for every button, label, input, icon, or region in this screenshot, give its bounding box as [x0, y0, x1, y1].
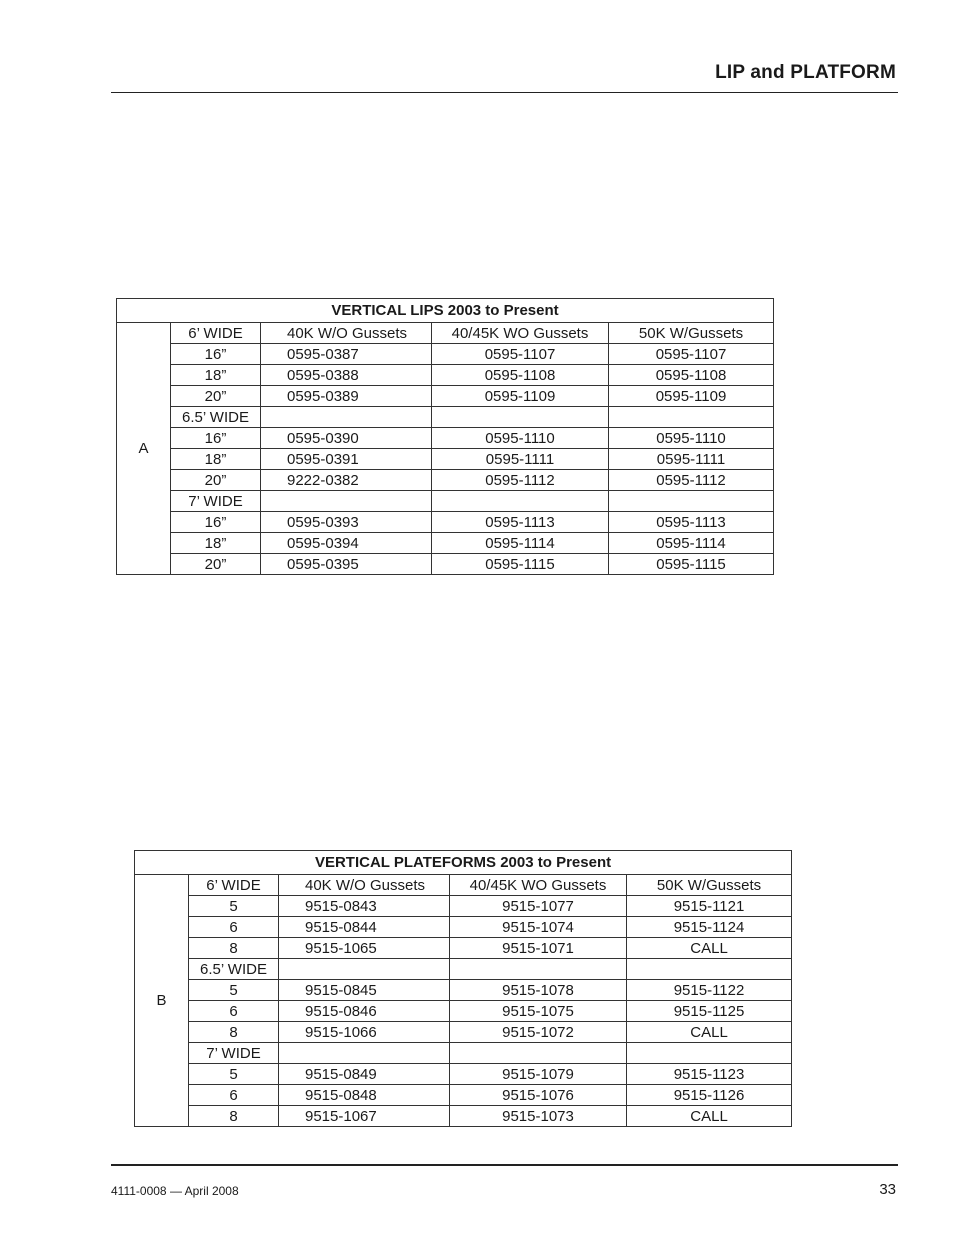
- part-number-cell: 9515-1073: [450, 1106, 627, 1127]
- size-cell: 5: [189, 1064, 279, 1085]
- size-cell: 6.5’ WIDE: [171, 407, 261, 428]
- part-number-cell: 40/45K WO Gussets: [450, 875, 627, 896]
- size-cell: 18”: [171, 365, 261, 386]
- vertical-lips-table: [116, 298, 774, 575]
- part-number-cell: [432, 407, 609, 428]
- table-row: [117, 365, 774, 386]
- part-number-cell: 0595-0394: [261, 533, 432, 554]
- size-cell: 5: [189, 980, 279, 1001]
- part-number-cell: [261, 491, 432, 512]
- size-cell: 20”: [171, 554, 261, 575]
- part-number-cell: 0595-1113: [609, 512, 774, 533]
- part-number-cell: 0595-0389: [261, 386, 432, 407]
- part-number-cell: 9515-0849: [279, 1064, 450, 1085]
- part-number-cell: 0595-1112: [609, 470, 774, 491]
- part-number-cell: 9515-1067: [279, 1106, 450, 1127]
- part-number-cell: 0595-1107: [609, 344, 774, 365]
- size-cell: 16”: [171, 344, 261, 365]
- part-number-cell: 0595-1115: [432, 554, 609, 575]
- page-number: 33: [879, 1181, 896, 1198]
- part-number-cell: 0595-1113: [432, 512, 609, 533]
- part-number-cell: CALL: [627, 938, 792, 959]
- part-number-cell: [279, 959, 450, 980]
- part-number-cell: 9515-1078: [450, 980, 627, 1001]
- part-number-cell: 9515-0845: [279, 980, 450, 1001]
- part-number-cell: 9515-1122: [627, 980, 792, 1001]
- part-number-cell: 0595-1108: [432, 365, 609, 386]
- table-row: [117, 386, 774, 407]
- size-cell: 6’ WIDE: [171, 323, 261, 344]
- part-number-cell: 9515-0848: [279, 1085, 450, 1106]
- part-number-cell: 0595-1111: [609, 449, 774, 470]
- part-number-cell: 0595-0390: [261, 428, 432, 449]
- part-number-cell: 0595-0391: [261, 449, 432, 470]
- part-number-cell: 9515-1125: [627, 1001, 792, 1022]
- table-row: [117, 491, 774, 512]
- size-cell: 18”: [171, 533, 261, 554]
- part-number-cell: [279, 1043, 450, 1064]
- part-number-cell: 9515-1121: [627, 896, 792, 917]
- table-row: [117, 407, 774, 428]
- table-row: [117, 449, 774, 470]
- part-number-cell: [627, 959, 792, 980]
- part-number-cell: [450, 1043, 627, 1064]
- part-number-cell: 9515-1077: [450, 896, 627, 917]
- part-number-cell: 9515-0846: [279, 1001, 450, 1022]
- size-cell: 16”: [171, 512, 261, 533]
- table-row: [135, 980, 792, 1001]
- size-cell: 20”: [171, 386, 261, 407]
- part-number-cell: [609, 491, 774, 512]
- table-row: [117, 428, 774, 449]
- part-number-cell: [261, 407, 432, 428]
- part-number-cell: 0595-0393: [261, 512, 432, 533]
- size-cell: 6: [189, 1001, 279, 1022]
- part-number-cell: 0595-0395: [261, 554, 432, 575]
- table-row: [135, 1001, 792, 1022]
- footer-rule: [111, 1164, 898, 1166]
- part-number-cell: 9515-1072: [450, 1022, 627, 1043]
- table-title: VERTICAL LIPS 2003 to Present: [117, 299, 774, 323]
- part-number-cell: 0595-1108: [609, 365, 774, 386]
- table-row: [135, 959, 792, 980]
- part-number-cell: 0595-0388: [261, 365, 432, 386]
- size-cell: 6: [189, 917, 279, 938]
- size-cell: 18”: [171, 449, 261, 470]
- part-number-cell: [627, 1043, 792, 1064]
- part-number-cell: [609, 407, 774, 428]
- size-cell: 6.5’ WIDE: [189, 959, 279, 980]
- part-number-cell: 9515-1124: [627, 917, 792, 938]
- vertical-lips-table-body: [117, 299, 774, 575]
- size-cell: 6: [189, 1085, 279, 1106]
- size-cell: 20”: [171, 470, 261, 491]
- document-id: 4111-0008 — April 2008: [111, 1184, 239, 1198]
- size-cell: 8: [189, 938, 279, 959]
- part-number-cell: 50K W/Gussets: [627, 875, 792, 896]
- part-number-cell: CALL: [627, 1106, 792, 1127]
- part-number-cell: 9515-1126: [627, 1085, 792, 1106]
- part-number-cell: 9515-1123: [627, 1064, 792, 1085]
- part-number-cell: [450, 959, 627, 980]
- part-number-cell: 0595-1114: [609, 533, 774, 554]
- part-number-cell: 9515-1065: [279, 938, 450, 959]
- table-row: [117, 323, 774, 344]
- table-row: [135, 1106, 792, 1127]
- size-cell: 8: [189, 1106, 279, 1127]
- part-number-cell: 0595-1114: [432, 533, 609, 554]
- page-title: LIP and PLATFORM: [715, 62, 896, 83]
- vertical-platforms-table-body: [135, 851, 792, 1127]
- part-number-cell: 0595-1109: [609, 386, 774, 407]
- part-number-cell: 9515-1074: [450, 917, 627, 938]
- part-number-cell: 9515-1075: [450, 1001, 627, 1022]
- part-number-cell: 0595-1115: [609, 554, 774, 575]
- table-row: [135, 1064, 792, 1085]
- size-cell: 7’ WIDE: [189, 1043, 279, 1064]
- part-number-cell: 40K W/O Gussets: [261, 323, 432, 344]
- part-number-cell: 40K W/O Gussets: [279, 875, 450, 896]
- part-number-cell: 40/45K WO Gussets: [432, 323, 609, 344]
- part-number-cell: 9515-1071: [450, 938, 627, 959]
- table-row: [117, 512, 774, 533]
- table-row: [117, 344, 774, 365]
- part-number-cell: 0595-1107: [432, 344, 609, 365]
- part-number-cell: 9222-0382: [261, 470, 432, 491]
- part-number-cell: 0595-1112: [432, 470, 609, 491]
- table-row: [117, 470, 774, 491]
- table-row: [117, 533, 774, 554]
- size-cell: 6’ WIDE: [189, 875, 279, 896]
- part-number-cell: 9515-1066: [279, 1022, 450, 1043]
- header-rule: [111, 92, 898, 93]
- part-number-cell: 0595-0387: [261, 344, 432, 365]
- table-row: [135, 1043, 792, 1064]
- table-row: [135, 875, 792, 896]
- table-row: [135, 1085, 792, 1106]
- table-title-row: [135, 851, 792, 875]
- size-cell: 8: [189, 1022, 279, 1043]
- part-number-cell: 0595-1109: [432, 386, 609, 407]
- part-number-cell: 9515-0844: [279, 917, 450, 938]
- part-number-cell: 0595-1111: [432, 449, 609, 470]
- table-title: VERTICAL PLATEFORMS 2003 to Present: [135, 851, 792, 875]
- group-label: A: [117, 323, 171, 575]
- part-number-cell: 0595-1110: [609, 428, 774, 449]
- part-number-cell: 0595-1110: [432, 428, 609, 449]
- part-number-cell: 9515-0843: [279, 896, 450, 917]
- table-row: [135, 1022, 792, 1043]
- table-row: [135, 896, 792, 917]
- size-cell: 7’ WIDE: [171, 491, 261, 512]
- part-number-cell: 50K W/Gussets: [609, 323, 774, 344]
- group-label: B: [135, 875, 189, 1127]
- table-title-row: [117, 299, 774, 323]
- size-cell: 5: [189, 896, 279, 917]
- part-number-cell: 9515-1079: [450, 1064, 627, 1085]
- table-row: [117, 554, 774, 575]
- table-row: [135, 917, 792, 938]
- table-row: [135, 938, 792, 959]
- part-number-cell: 9515-1076: [450, 1085, 627, 1106]
- part-number-cell: [432, 491, 609, 512]
- part-number-cell: CALL: [627, 1022, 792, 1043]
- size-cell: 16”: [171, 428, 261, 449]
- vertical-platforms-table: [134, 850, 792, 1127]
